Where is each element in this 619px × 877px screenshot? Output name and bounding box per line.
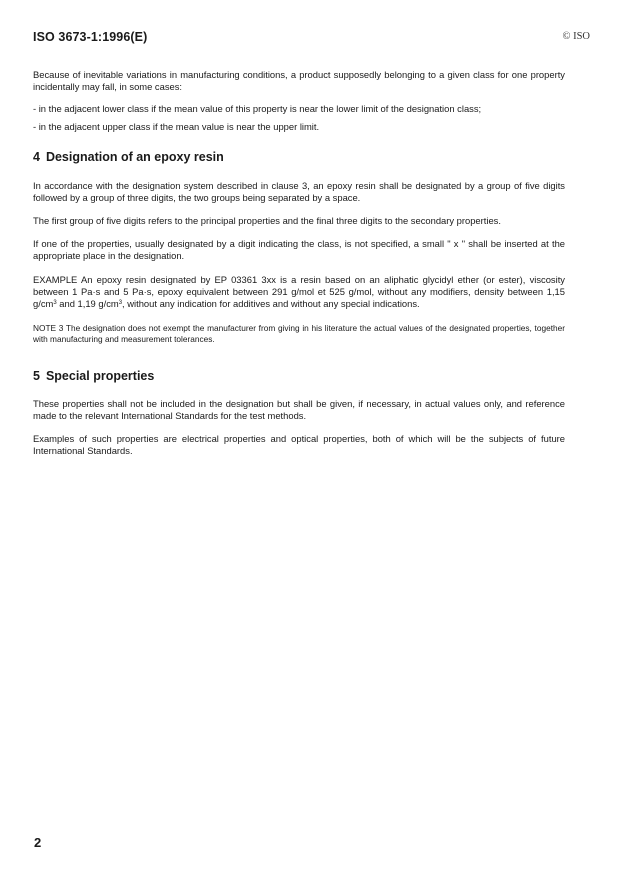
section-4-title: Designation of an epoxy resin [45, 150, 224, 164]
copyright-mark: © ISO [562, 31, 590, 42]
section-4-para-1: In accordance with the designation system described in clause 3, an epoxy resin shall be designated by a group of five digits followed by a group of three digits, the two groups being separated by a space. [33, 180, 565, 203]
example-text-c: , without any indication for additives and without any special indications. [122, 297, 420, 309]
section-5-number: 5 [33, 369, 40, 383]
superscript-1: 3 [53, 299, 57, 306]
section-4-heading [33, 150, 224, 164]
example-text-b: and 1,19 g/cm [56, 297, 119, 309]
page-number: 2 [34, 835, 42, 850]
section-4-para-3: If one of the properties, usually designated by a digit indicating the class, is not specified, a small " x " shall be inserted at the appropriate place in the designation. [33, 238, 565, 261]
intro-item-upper: - in the adjacent upper class if the mean value is near the upper limit. [33, 121, 320, 132]
section-4-number: 4 [33, 150, 40, 164]
section-4-para-2: The first group of five digits refers to the principal properties and the final three digits to the secondary properties. [33, 215, 501, 226]
section-5-heading [33, 369, 154, 383]
intro-item-lower: - in the adjacent lower class if the mean value of this property is near the lower limit of the designation class; [33, 103, 482, 114]
superscript-2: 3 [118, 299, 123, 306]
section-5-title: Special properties [45, 369, 155, 383]
standard-id: ISO 3673-1:1996(E) [33, 30, 148, 44]
section-5-para-2: Examples of such properties are electrical properties and optical properties, both of which will be the subjects of future International Standards. [33, 433, 565, 456]
example-text-a: EXAMPLE An epoxy resin designated by EP 03361 3xx is a resin based on an aliphatic glycidyl ether (or ester), viscosity between 1 Pa·s and 5 Pa·s, epoxy equivalent between 291 g/mol et 525 g/mol, without any modifiers, density between 1,15 g/cm [33, 274, 565, 309]
intro-paragraph: Because of inevitable variations in manufacturing conditions, a product supposedly belonging to a given class for one property incidentally may fall, in some cases: [33, 69, 565, 92]
note-3: NOTE 3 The designation does not exempt the manufacturer from giving in his literature the actual values of the designated properties, together with manufacturing and measurement tolerances. [33, 323, 565, 344]
example-paragraph [33, 274, 565, 309]
section-5-para-1: These properties shall not be included in the designation but shall be given, if necessary, in actual values only, and reference made to the relevant International Standards for the test methods. [33, 398, 565, 421]
